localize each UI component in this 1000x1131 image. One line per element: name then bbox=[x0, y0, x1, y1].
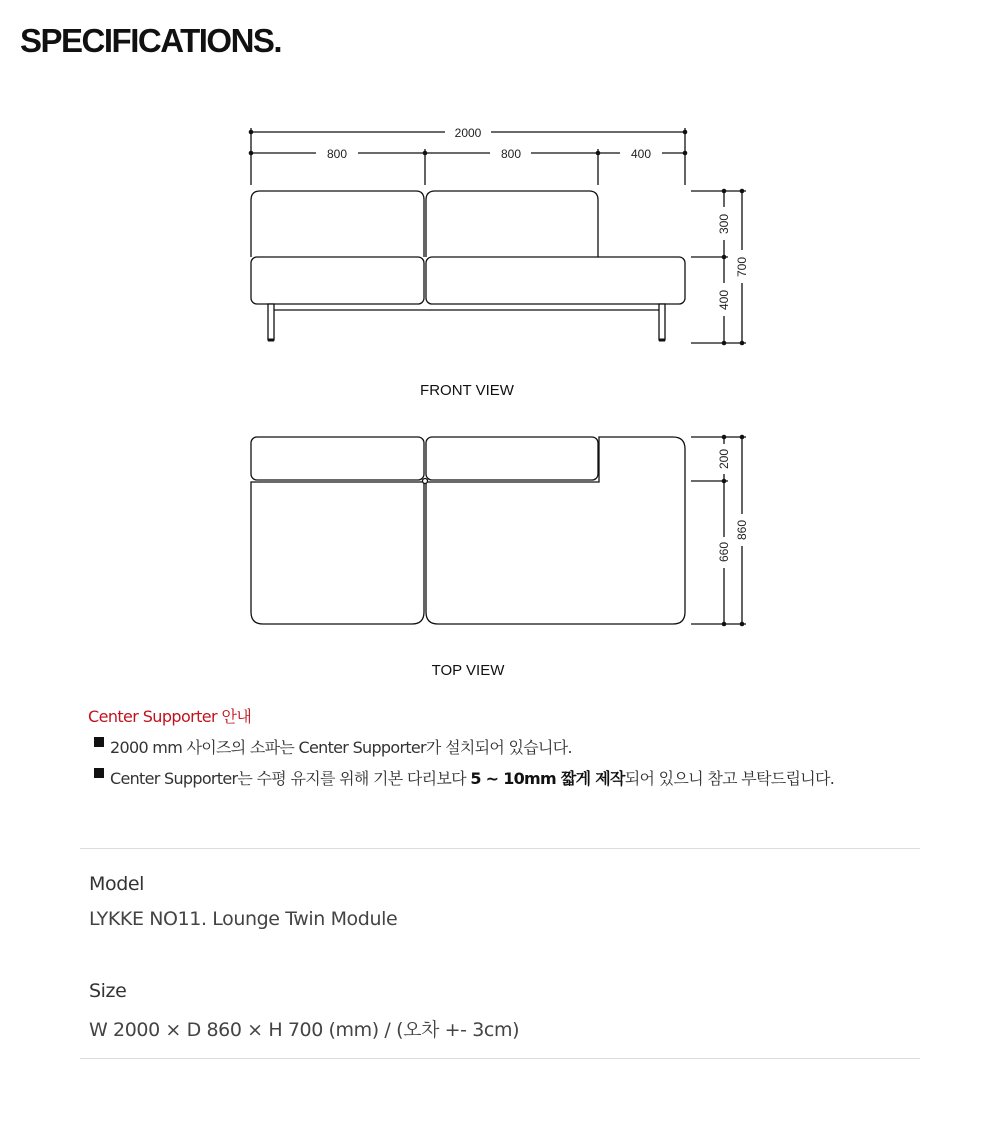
dim-front-total-height: 700 bbox=[735, 256, 749, 278]
size-label: Size bbox=[89, 980, 127, 1002]
notice-line-2 bbox=[88, 766, 834, 789]
specification-drawing bbox=[0, 100, 1000, 690]
dim-front-seat-height: 400 bbox=[717, 289, 731, 311]
dim-front-total-width: 2000 bbox=[454, 126, 482, 140]
top-view-label: TOP VIEW bbox=[431, 662, 505, 679]
size-value: W 2000 × D 860 × H 700 (mm) / (오차 +- 3cm) bbox=[89, 1019, 520, 1041]
model-value: LYKKE NO11. Lounge Twin Module bbox=[89, 908, 398, 930]
notice-line-2-bold: 5 ~ 10mm 짧게 제작 bbox=[470, 769, 625, 788]
notice-title: Center Supporter 안내 bbox=[88, 707, 252, 726]
top-view-sofa bbox=[251, 437, 685, 624]
dim-front-seg3: 400 bbox=[630, 147, 652, 161]
dim-top-total-depth: 860 bbox=[735, 519, 749, 541]
front-view-sofa bbox=[251, 191, 685, 340]
page-title: SPECIFICATIONS. bbox=[20, 22, 282, 59]
notice-line-1 bbox=[88, 735, 834, 758]
notice-line-1-text: 2000 mm 사이즈의 소파는 Center Supporter가 설치되어 있습니다. bbox=[110, 738, 572, 757]
divider-top bbox=[80, 848, 920, 849]
dim-front-seg1: 800 bbox=[326, 147, 348, 161]
notice-line-2-pre: Center Supporter는 수평 유지를 위해 기본 다리보다 bbox=[110, 769, 471, 788]
center-supporter-notice bbox=[88, 704, 834, 789]
front-view-label: FRONT VIEW bbox=[420, 382, 514, 399]
model-label: Model bbox=[89, 873, 145, 895]
dim-top-seat-depth: 660 bbox=[717, 541, 731, 563]
dimension-dots bbox=[249, 130, 745, 627]
notice-line-2-post: 되어 있으니 참고 부탁드립니다. bbox=[624, 769, 835, 788]
dim-top-back-depth: 200 bbox=[717, 448, 731, 470]
front-segment-dimension bbox=[251, 149, 685, 185]
dim-front-seg2: 800 bbox=[500, 147, 522, 161]
bullet-square-icon bbox=[94, 768, 104, 778]
divider-bottom bbox=[80, 1058, 920, 1059]
dim-front-back-height: 300 bbox=[717, 213, 731, 235]
bullet-square-icon bbox=[94, 737, 104, 747]
